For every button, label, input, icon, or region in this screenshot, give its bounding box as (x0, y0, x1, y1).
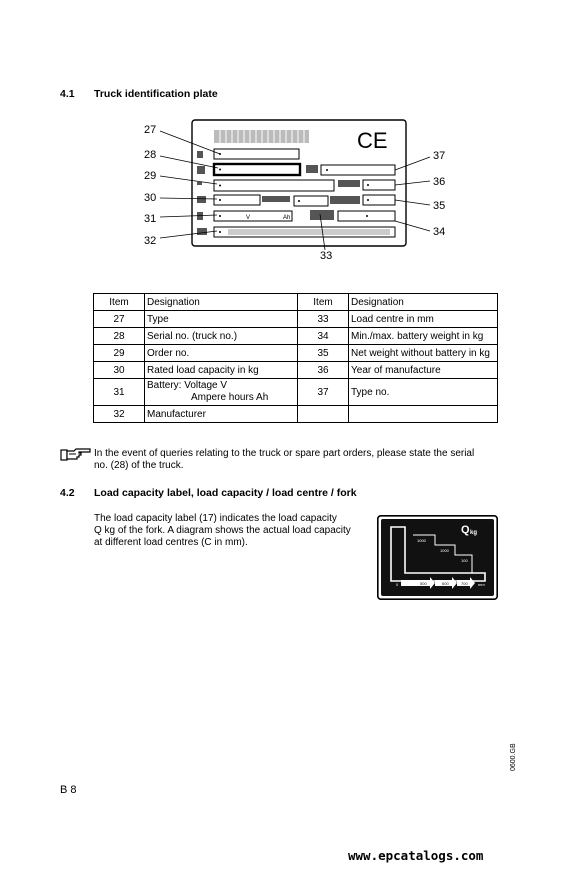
table-cell: Net weight without battery in kg (349, 345, 498, 362)
table-cell: 36 (298, 362, 349, 379)
table-cell: 30 (94, 362, 145, 379)
centre-value: 500 (420, 581, 427, 586)
paragraph-line-2: Q kg of the fork. A diagram shows the actual load capacity (94, 525, 351, 536)
table-header: Item (94, 294, 145, 311)
battery-ah-unit: Ah (283, 215, 291, 221)
table-cell (349, 406, 498, 423)
callout-33: 33 (320, 250, 333, 262)
identification-plate-diagram (140, 118, 470, 268)
table-header-row (94, 294, 498, 311)
table-cell: Rated load capacity in kg (145, 362, 298, 379)
table-header: Designation (145, 294, 298, 311)
table-cell: 27 (94, 311, 145, 328)
table-cell: 33 (298, 311, 349, 328)
kg-symbol: kg (470, 530, 478, 536)
table-row (94, 345, 498, 362)
centre-value: 600 (442, 581, 449, 586)
note-line-2: no. (28) of the truck. (94, 460, 184, 471)
callout-32: 32 (144, 235, 157, 247)
section-title: Load capacity label, load capacity / load centre / fork (94, 487, 357, 499)
table-cell: Manufacturer (145, 406, 298, 423)
table-header: Item (298, 294, 349, 311)
table-cell: 34 (298, 328, 349, 345)
table-cell: 37 (298, 379, 349, 406)
callout-35: 35 (433, 200, 446, 212)
callout-34: 34 (433, 226, 446, 238)
item-designation-table (93, 293, 498, 423)
pointing-hand-icon (60, 447, 92, 463)
table-cell: 28 (94, 328, 145, 345)
table-cell: Type (145, 311, 298, 328)
q-symbol: Q (461, 524, 470, 536)
table-cell (298, 406, 349, 423)
load-capacity-paragraph (94, 513, 372, 549)
load-value: 1000 (440, 548, 449, 553)
paragraph-line-1: The load capacity label (17) indicates the load capacity (94, 513, 337, 524)
table-cell: 29 (94, 345, 145, 362)
table-cell: 35 (298, 345, 349, 362)
callout-30: 30 (144, 192, 157, 204)
table-cell (145, 379, 298, 406)
callout-37: 37 (433, 150, 446, 162)
load-capacity-label (377, 515, 498, 600)
note-text (94, 448, 504, 472)
callout-36: 36 (433, 176, 446, 188)
callout-31: 31 (144, 213, 157, 225)
document-code: 0600.GB (510, 743, 517, 771)
table-row (94, 311, 498, 328)
mm-unit: mm (478, 582, 485, 587)
note-line-1: In the event of queries relating to the truck or spare part orders, please state the serial (94, 448, 475, 459)
callout-27: 27 (144, 124, 157, 136)
battery-line-2: Ampere hours Ah (191, 392, 269, 403)
battery-v-unit: V (246, 215, 251, 221)
load-value: 1000 (417, 538, 426, 543)
table-row (94, 406, 498, 423)
watermark: www.epcatalogs.com (348, 848, 484, 863)
ce-mark: CE (357, 128, 388, 153)
section-title: Truck identification plate (94, 88, 218, 100)
load-value: 100 (461, 558, 468, 563)
table-cell: Year of manufacture (349, 362, 498, 379)
table-cell: Load centre in mm (349, 311, 498, 328)
paragraph-line-3: at different load centres (C in mm). (94, 537, 248, 548)
table-cell: Serial no. (truck no.) (145, 328, 298, 345)
table-row (94, 362, 498, 379)
callout-28: 28 (144, 149, 157, 161)
table-cell: 31 (94, 379, 145, 406)
zero-label: 0 (396, 582, 399, 587)
table-cell: 32 (94, 406, 145, 423)
page-number: B 8 (60, 784, 77, 796)
battery-line-1: Battery: Voltage V (147, 380, 228, 391)
table-cell: Min./max. battery weight in kg (349, 328, 498, 345)
table-cell: Type no. (349, 379, 498, 406)
callout-29: 29 (144, 170, 157, 182)
table-header: Designation (349, 294, 498, 311)
table-row (94, 328, 498, 345)
centre-value: 700 (461, 581, 468, 586)
table-row (94, 379, 498, 406)
section-number: 4.2 (60, 487, 75, 499)
section-number: 4.1 (60, 88, 75, 100)
table-cell: Order no. (145, 345, 298, 362)
